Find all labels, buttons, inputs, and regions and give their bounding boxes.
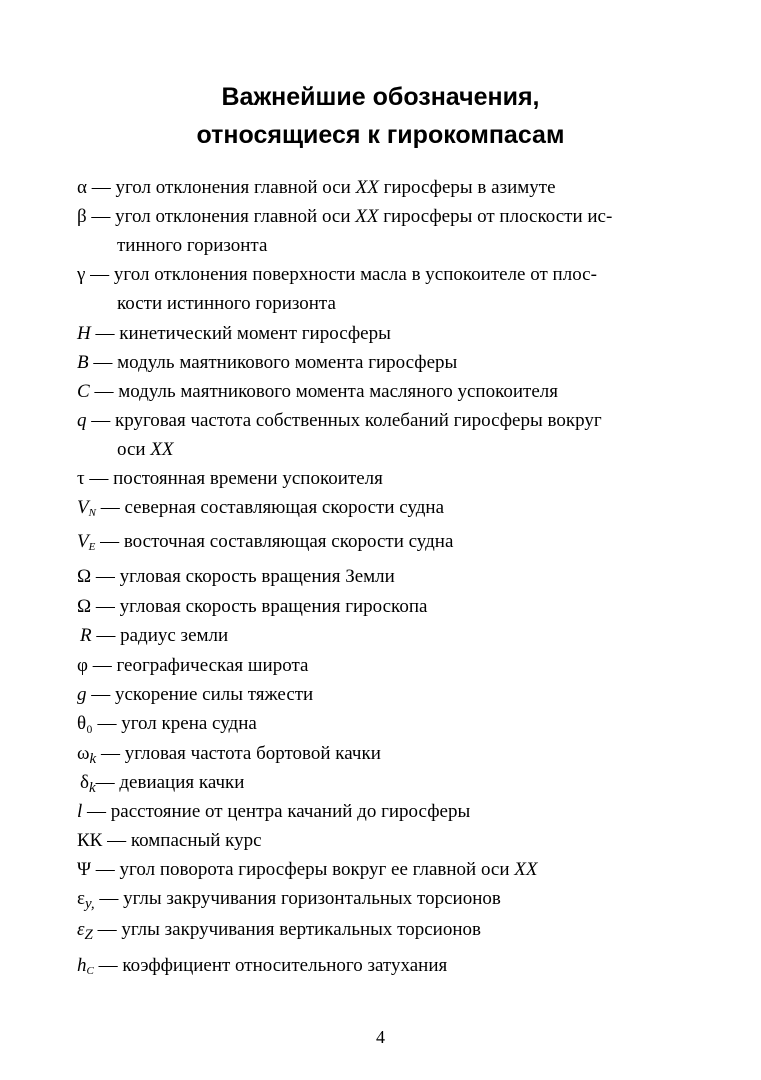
continuation-text: оси	[117, 439, 151, 460]
symbol: V	[77, 531, 89, 552]
notation-alpha	[77, 174, 692, 202]
notation-omega-k	[77, 740, 692, 768]
symbol: q	[77, 410, 87, 431]
symbol: φ	[77, 655, 88, 676]
notation-v-north	[77, 494, 692, 522]
description: — углы закручивания вертикальных торсионов	[92, 919, 481, 940]
notation-omega-earth	[77, 563, 692, 591]
symbol: h	[77, 955, 87, 976]
symbol: ε	[77, 919, 85, 940]
description: — восточная составляющая скорости судна	[95, 531, 454, 552]
notation-l	[77, 798, 692, 826]
symbol-subscript: C	[86, 965, 94, 977]
description: — угол отклонения главной оси	[86, 177, 356, 198]
notation-delta-k	[80, 769, 695, 797]
page-title-line-2: относящиеся к гирокомпасам	[196, 121, 565, 149]
notation-h-c	[77, 952, 692, 980]
description-tail: гиросферы от плоскости ис-	[378, 206, 613, 227]
notation-q	[77, 407, 692, 435]
notation-b	[77, 349, 692, 377]
axis-label: XX	[514, 859, 538, 880]
description: — угловая скорость вращения Земли	[91, 566, 395, 587]
symbol-subscript: y,	[84, 896, 95, 912]
description: — угол отклонения главной оси	[86, 206, 356, 227]
symbol: B	[77, 352, 89, 373]
notation-gamma	[77, 261, 692, 289]
description: — кинетический момент гиросферы	[90, 323, 391, 344]
symbol: ε	[77, 888, 85, 909]
symbol: Ω	[77, 596, 92, 617]
notation-g	[77, 681, 692, 709]
symbol-subscript: E	[88, 541, 96, 553]
description: — угол отклонения поверхности масла в успокоителе от плос-	[85, 264, 597, 285]
description: — расстояние от центра качаний до гиросферы	[82, 801, 471, 822]
description: — девиация качки	[95, 772, 245, 793]
notation-epsilon-y	[77, 885, 692, 913]
description: — модуль маятникового момента масляного успокоителя	[89, 381, 558, 402]
symbol: V	[77, 497, 89, 518]
symbol: δ	[80, 772, 89, 793]
notation-epsilon-z	[77, 916, 692, 944]
axis-label: XX	[150, 439, 174, 460]
axis-label: XX	[355, 206, 379, 227]
description: — ускорение силы тяжести	[86, 684, 314, 705]
description: — модуль маятникового момента гиросферы	[88, 352, 458, 373]
symbol: ω	[77, 743, 90, 764]
description-tail: гиросферы в азимуте	[378, 177, 556, 198]
symbol: l	[77, 801, 83, 822]
notation-kk	[77, 827, 692, 855]
description: — компасный курс	[102, 830, 262, 851]
axis-label: XX	[355, 177, 379, 198]
description: — коэффициент относительного затухания	[93, 955, 448, 976]
description: — северная составляющая скорости судна	[95, 497, 445, 518]
description: — радиус земли	[91, 625, 229, 646]
symbol: КК	[77, 830, 103, 851]
notation-beta-continuation: тинного горизонта	[117, 235, 268, 256]
symbol: τ	[77, 468, 85, 489]
symbol: β	[77, 206, 87, 227]
symbol: R	[80, 625, 92, 646]
symbol: α	[77, 177, 87, 198]
notation-gamma-continuation: кости истинного горизонта	[117, 293, 336, 314]
notation-tau	[77, 465, 692, 493]
symbol-subscript: k	[88, 780, 96, 796]
page-number: 4	[376, 1027, 385, 1047]
notation-v-east	[77, 528, 692, 556]
notation-q-continuation	[117, 436, 174, 464]
symbol: Ω	[77, 566, 92, 587]
symbol: γ	[77, 264, 86, 285]
symbol-subscript: N	[88, 507, 96, 519]
notation-omega-gyro	[77, 593, 692, 621]
symbol: Ψ	[77, 859, 92, 880]
description: — угол крена судна	[92, 713, 257, 734]
page-title-line-1: Важнейшие обозначения,	[221, 83, 540, 111]
notation-h	[77, 320, 692, 348]
description: — угловая скорость вращения гироскопа	[91, 596, 428, 617]
symbol-subscript: Z	[84, 927, 93, 943]
description: — постоянная времени успокоителя	[84, 468, 383, 489]
description: — углы закручивания горизонтальных торсионов	[94, 888, 501, 909]
symbol: H	[77, 323, 91, 344]
notation-r	[80, 622, 695, 650]
notation-c	[77, 378, 692, 406]
symbol-subscript: k	[89, 751, 97, 767]
symbol: θ₀	[77, 713, 93, 734]
description: — географическая широта	[87, 655, 309, 676]
notation-theta-zero	[77, 710, 692, 738]
notation-psi	[77, 856, 692, 884]
symbol: g	[77, 684, 87, 705]
symbol: C	[77, 381, 90, 402]
description: — угол поворота гиросферы вокруг ее главной оси	[91, 859, 515, 880]
notation-beta	[77, 203, 692, 231]
description: — круговая частота собственных колебаний гиросферы вокруг	[86, 410, 602, 431]
description: — угловая частота бортовой качки	[96, 743, 381, 764]
notation-phi	[77, 652, 692, 680]
